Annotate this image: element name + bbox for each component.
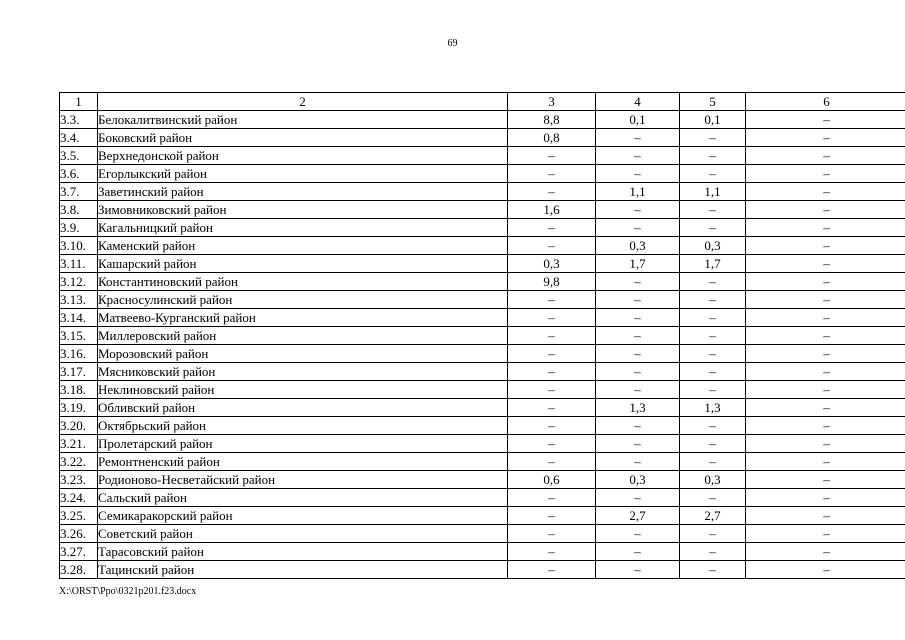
table-row (60, 561, 905, 579)
value-cell-col6: – (746, 183, 905, 201)
district-name-cell: Неклиновский район (98, 381, 508, 399)
row-number-cell: 3.12. (60, 273, 98, 291)
value-cell-col3: – (508, 327, 596, 345)
value-cell-col4: – (596, 273, 680, 291)
row-number-cell: 3.10. (60, 237, 98, 255)
value-cell-col4: – (596, 381, 680, 399)
row-number-cell: 3.5. (60, 147, 98, 165)
value-cell-col4: – (596, 561, 680, 579)
value-cell-col3: – (508, 507, 596, 525)
value-cell-col6: – (746, 345, 905, 363)
district-name-cell: Верхнедонской район (98, 147, 508, 165)
value-cell-col5: – (680, 147, 746, 165)
table-row (60, 435, 905, 453)
row-number-cell: 3.24. (60, 489, 98, 507)
column-header: 4 (596, 93, 680, 111)
table-row (60, 417, 905, 435)
row-number-cell: 3.9. (60, 219, 98, 237)
value-cell-col3: – (508, 183, 596, 201)
district-name-cell: Кашарский район (98, 255, 508, 273)
table-row (60, 201, 905, 219)
table-row (60, 165, 905, 183)
value-cell-col4: 1,3 (596, 399, 680, 417)
value-cell-col3: 0,8 (508, 129, 596, 147)
value-cell-col6: – (746, 417, 905, 435)
table-row (60, 525, 905, 543)
value-cell-col3: – (508, 561, 596, 579)
table-row (60, 309, 905, 327)
table-row (60, 111, 905, 129)
row-number-cell: 3.18. (60, 381, 98, 399)
value-cell-col6: – (746, 273, 905, 291)
table-row (60, 471, 905, 489)
value-cell-col5: – (680, 417, 746, 435)
value-cell-col3: – (508, 363, 596, 381)
column-header: 6 (746, 93, 905, 111)
page-number: 69 (447, 38, 458, 49)
value-cell-col5: 0,1 (680, 111, 746, 129)
value-cell-col4: 0,1 (596, 111, 680, 129)
row-number-cell: 3.7. (60, 183, 98, 201)
value-cell-col4: – (596, 489, 680, 507)
table-row (60, 255, 905, 273)
value-cell-col3: – (508, 291, 596, 309)
value-cell-col5: – (680, 129, 746, 147)
table-row (60, 381, 905, 399)
value-cell-col6: – (746, 255, 905, 273)
table-row (60, 507, 905, 525)
value-cell-col6: – (746, 201, 905, 219)
value-cell-col4: – (596, 165, 680, 183)
table-row (60, 489, 905, 507)
value-cell-col3: 8,8 (508, 111, 596, 129)
value-cell-col3: – (508, 147, 596, 165)
district-name-cell: Зимовниковский район (98, 201, 508, 219)
value-cell-col5: 1,1 (680, 183, 746, 201)
column-header: 1 (60, 93, 98, 111)
value-cell-col5: – (680, 363, 746, 381)
value-cell-col3: 0,6 (508, 471, 596, 489)
table-row (60, 363, 905, 381)
value-cell-col4: – (596, 453, 680, 471)
value-cell-col5: 1,3 (680, 399, 746, 417)
district-name-cell: Красносулинский район (98, 291, 508, 309)
value-cell-col4: – (596, 129, 680, 147)
value-cell-col6: – (746, 561, 905, 579)
row-number-cell: 3.6. (60, 165, 98, 183)
value-cell-col4: – (596, 435, 680, 453)
value-cell-col6: – (746, 543, 905, 561)
value-cell-col5: – (680, 453, 746, 471)
value-cell-col3: 9,8 (508, 273, 596, 291)
value-cell-col5: 0,3 (680, 471, 746, 489)
value-cell-col6: – (746, 381, 905, 399)
table-row (60, 291, 905, 309)
value-cell-col4: – (596, 291, 680, 309)
table-row (60, 237, 905, 255)
value-cell-col3: – (508, 345, 596, 363)
table-row (60, 399, 905, 417)
value-cell-col5: – (680, 489, 746, 507)
district-name-cell: Пролетарский район (98, 435, 508, 453)
district-name-cell: Мясниковский район (98, 363, 508, 381)
value-cell-col3: – (508, 453, 596, 471)
value-cell-col5: 1,7 (680, 255, 746, 273)
value-cell-col5: 2,7 (680, 507, 746, 525)
district-name-cell: Сальский район (98, 489, 508, 507)
value-cell-col4: – (596, 417, 680, 435)
value-cell-col6: – (746, 291, 905, 309)
row-number-cell: 3.13. (60, 291, 98, 309)
value-cell-col6: – (746, 525, 905, 543)
value-cell-col3: – (508, 435, 596, 453)
value-cell-col3: – (508, 237, 596, 255)
value-cell-col4: – (596, 147, 680, 165)
value-cell-col5: – (680, 525, 746, 543)
value-cell-col3: – (508, 489, 596, 507)
value-cell-col3: 0,3 (508, 255, 596, 273)
value-cell-col6: – (746, 507, 905, 525)
value-cell-col6: – (746, 453, 905, 471)
row-number-cell: 3.3. (60, 111, 98, 129)
value-cell-col3: – (508, 219, 596, 237)
value-cell-col3: – (508, 543, 596, 561)
value-cell-col4: – (596, 201, 680, 219)
district-name-cell: Морозовский район (98, 345, 508, 363)
value-cell-col5: – (680, 345, 746, 363)
district-name-cell: Ремонтненский район (98, 453, 508, 471)
row-number-cell: 3.25. (60, 507, 98, 525)
table-row (60, 273, 905, 291)
value-cell-col5: – (680, 273, 746, 291)
value-cell-col4: – (596, 219, 680, 237)
value-cell-col5: 0,3 (680, 237, 746, 255)
data-table (59, 92, 905, 579)
row-number-cell: 3.22. (60, 453, 98, 471)
value-cell-col5: – (680, 435, 746, 453)
row-number-cell: 3.4. (60, 129, 98, 147)
value-cell-col6: – (746, 399, 905, 417)
row-number-cell: 3.19. (60, 399, 98, 417)
value-cell-col5: – (680, 165, 746, 183)
value-cell-col4: – (596, 363, 680, 381)
district-name-cell: Октябрьский район (98, 417, 508, 435)
value-cell-col5: – (680, 291, 746, 309)
table-row (60, 327, 905, 345)
value-cell-col5: – (680, 327, 746, 345)
value-cell-col4: – (596, 543, 680, 561)
file-path-footer: X:\ORST\Ppo\0321p201.f23.docx (59, 586, 197, 597)
value-cell-col4: – (596, 525, 680, 543)
district-name-cell: Кагальницкий район (98, 219, 508, 237)
value-cell-col5: – (680, 201, 746, 219)
value-cell-col6: – (746, 111, 905, 129)
value-cell-col5: – (680, 309, 746, 327)
district-name-cell: Родионово-Несветайский район (98, 471, 508, 489)
table-row (60, 345, 905, 363)
table-row (60, 219, 905, 237)
value-cell-col6: – (746, 435, 905, 453)
column-header: 5 (680, 93, 746, 111)
value-cell-col3: – (508, 399, 596, 417)
value-cell-col3: – (508, 165, 596, 183)
value-cell-col5: – (680, 543, 746, 561)
value-cell-col3: – (508, 417, 596, 435)
table-body (60, 111, 905, 579)
value-cell-col4: 0,3 (596, 471, 680, 489)
value-cell-col6: – (746, 471, 905, 489)
row-number-cell: 3.27. (60, 543, 98, 561)
district-name-cell: Белокалитвинский район (98, 111, 508, 129)
value-cell-col4: – (596, 345, 680, 363)
value-cell-col3: – (508, 381, 596, 399)
value-cell-col5: – (680, 219, 746, 237)
column-header: 3 (508, 93, 596, 111)
column-header: 2 (98, 93, 508, 111)
table-row (60, 147, 905, 165)
district-name-cell: Заветинский район (98, 183, 508, 201)
value-cell-col4: 1,1 (596, 183, 680, 201)
value-cell-col6: – (746, 237, 905, 255)
district-name-cell: Тацинский район (98, 561, 508, 579)
value-cell-col6: – (746, 219, 905, 237)
value-cell-col6: – (746, 129, 905, 147)
row-number-cell: 3.23. (60, 471, 98, 489)
value-cell-col5: – (680, 561, 746, 579)
value-cell-col6: – (746, 489, 905, 507)
district-name-cell: Каменский район (98, 237, 508, 255)
value-cell-col4: 1,7 (596, 255, 680, 273)
table-row (60, 183, 905, 201)
district-name-cell: Матвеево-Курганский район (98, 309, 508, 327)
header-row (60, 93, 905, 111)
value-cell-col3: – (508, 309, 596, 327)
value-cell-col6: – (746, 327, 905, 345)
value-cell-col6: – (746, 165, 905, 183)
district-name-cell: Миллеровский район (98, 327, 508, 345)
district-name-cell: Боковский район (98, 129, 508, 147)
table-row (60, 453, 905, 471)
row-number-cell: 3.11. (60, 255, 98, 273)
value-cell-col3: 1,6 (508, 201, 596, 219)
table-row (60, 543, 905, 561)
row-number-cell: 3.17. (60, 363, 98, 381)
row-number-cell: 3.20. (60, 417, 98, 435)
district-name-cell: Советский район (98, 525, 508, 543)
value-cell-col4: 0,3 (596, 237, 680, 255)
district-name-cell: Обливский район (98, 399, 508, 417)
value-cell-col6: – (746, 147, 905, 165)
row-number-cell: 3.8. (60, 201, 98, 219)
row-number-cell: 3.21. (60, 435, 98, 453)
value-cell-col6: – (746, 309, 905, 327)
value-cell-col4: 2,7 (596, 507, 680, 525)
value-cell-col4: – (596, 327, 680, 345)
district-name-cell: Константиновский район (98, 273, 508, 291)
table-row (60, 129, 905, 147)
row-number-cell: 3.15. (60, 327, 98, 345)
value-cell-col6: – (746, 363, 905, 381)
value-cell-col4: – (596, 309, 680, 327)
row-number-cell: 3.26. (60, 525, 98, 543)
district-name-cell: Тарасовский район (98, 543, 508, 561)
value-cell-col3: – (508, 525, 596, 543)
row-number-cell: 3.16. (60, 345, 98, 363)
value-cell-col5: – (680, 381, 746, 399)
row-number-cell: 3.28. (60, 561, 98, 579)
district-name-cell: Егорлыкский район (98, 165, 508, 183)
district-name-cell: Семикаракорский район (98, 507, 508, 525)
row-number-cell: 3.14. (60, 309, 98, 327)
